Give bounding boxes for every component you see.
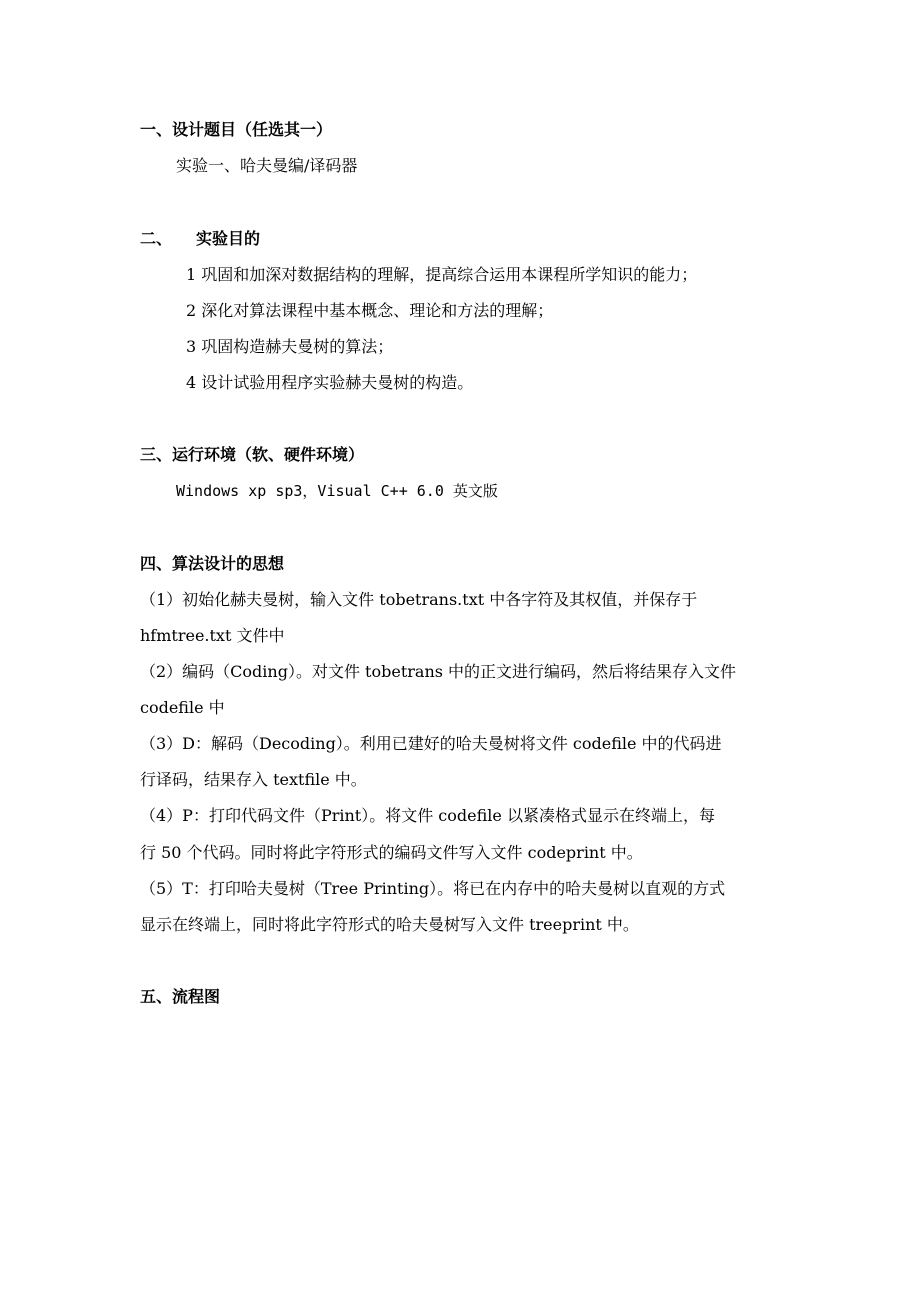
section-body-line: 3 巩固构造赫夫曼树的算法； [186, 337, 394, 356]
section-body-line: Windows xp sp3，Visual C++ 6.0 英文版 [176, 482, 498, 500]
section-body-line: （5）T：打印哈夫曼树（Tree Printing）。将已在内存中的哈夫曼树以直观的方式 [140, 879, 726, 898]
section-body-line: codefile 中 [140, 698, 225, 717]
section-body-line: 2 深化对算法课程中基本概念、理论和方法的理解； [186, 301, 554, 320]
section-body-line: 实验一、哈夫曼编/译码器 [176, 156, 358, 175]
section-body-line: 1 巩固和加深对数据结构的理解，提高综合运用本课程所学知识的能力； [186, 265, 698, 284]
section-body-line: 4 设计试验用程序实验赫夫曼树的构造。 [186, 373, 474, 392]
section-body-line: hfmtree.txt 文件中 [140, 626, 285, 645]
section-heading-runtime-environment: 三、运行环境（软、硬件环境） [140, 445, 365, 464]
heading-text: 实验目的 [196, 229, 261, 248]
section-heading-experiment-purpose [140, 229, 260, 249]
section-body-line: 行译码，结果存入 textfile 中。 [140, 770, 367, 789]
section-heading-flowchart: 五、流程图 [140, 987, 221, 1006]
section-body-line: （2）编码（Coding）。对文件 tobetrans 中的正文进行编码，然后将结果存入文件 [140, 662, 737, 681]
section-heading-design-topic: 一、设计题目（任选其一） [140, 120, 333, 139]
section-body-line: （3）D：解码（Decoding）。利用已建好的哈夫曼树将文件 codefile 中的代码进 [140, 734, 722, 753]
section-body-line: 行 50 个代码。同时将此字符形式的编码文件写入文件 codeprint 中。 [140, 843, 643, 862]
section-body-line: （1）初始化赫夫曼树，输入文件 tobetrans.txt 中各字符及其权值，并保存于 [140, 590, 698, 609]
section-heading-algorithm-design: 四、算法设计的思想 [140, 554, 285, 573]
section-body-line: （4）P：打印代码文件（Print）。将文件 codefile 以紧凑格式显示在终端上，每 [140, 806, 715, 825]
section-body-line: 显示在终端上，同时将此字符形式的哈夫曼树写入文件 treeprint 中。 [140, 915, 639, 934]
heading-number: 二、 [140, 229, 173, 248]
